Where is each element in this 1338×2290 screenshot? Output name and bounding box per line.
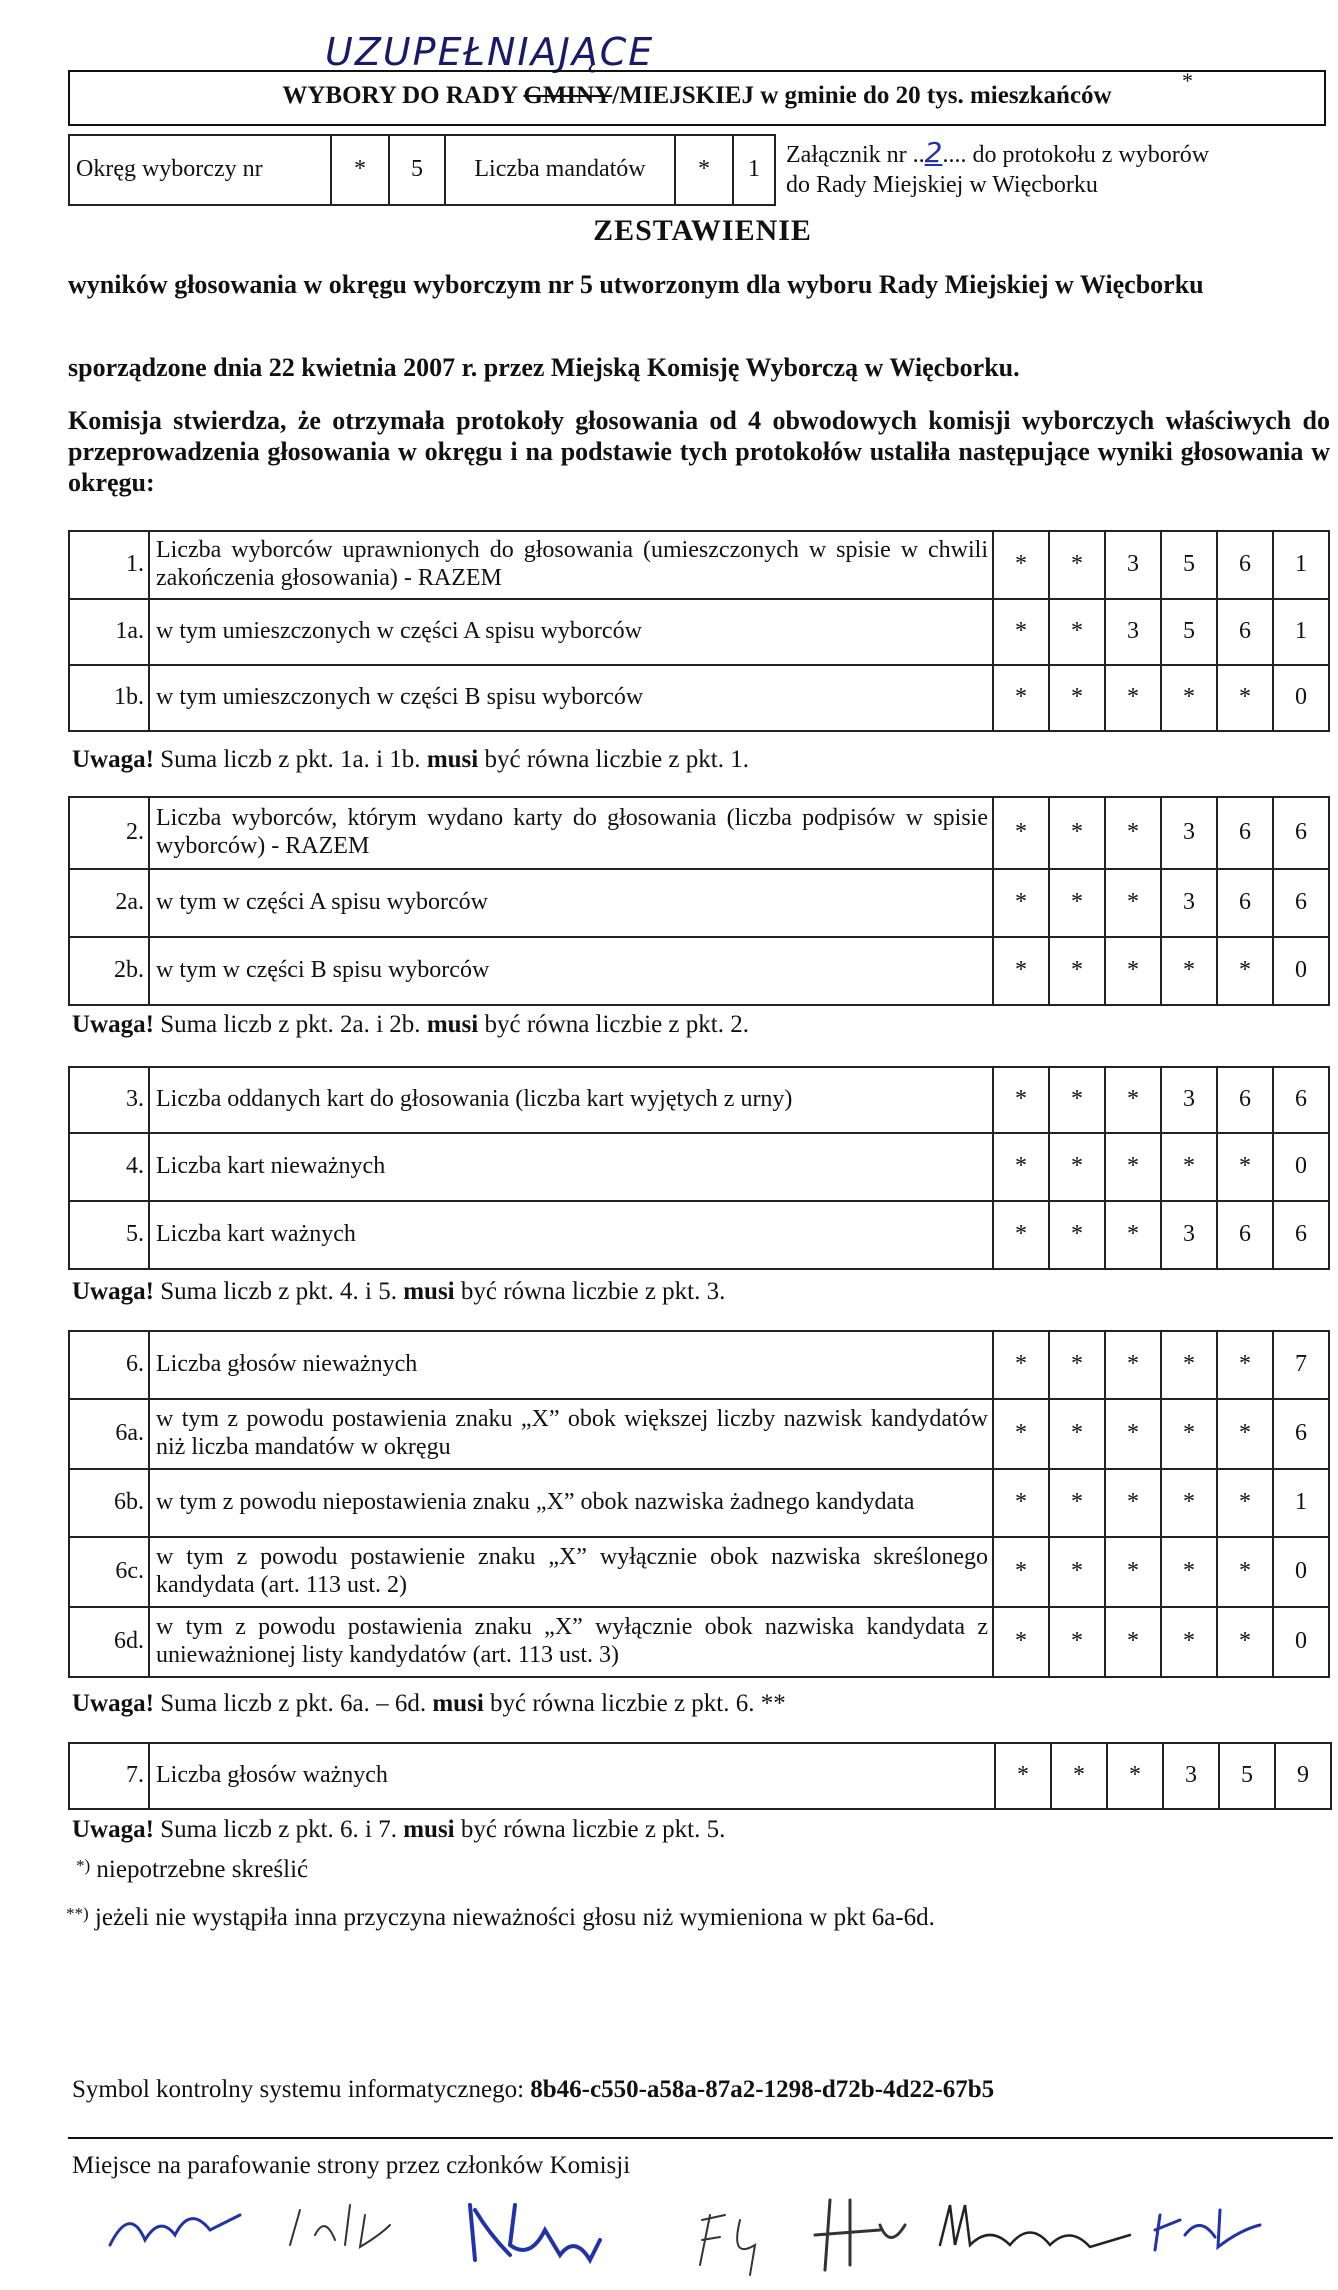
digit-cell: * bbox=[1161, 1133, 1217, 1201]
digit-cell: 6 bbox=[1217, 869, 1273, 937]
row-number: 6d. bbox=[69, 1607, 149, 1677]
digit-cell: * bbox=[1105, 1067, 1161, 1133]
digit-cell: 6 bbox=[1217, 531, 1273, 599]
row-number: 3. bbox=[69, 1067, 149, 1133]
digit-cell: * bbox=[1107, 1743, 1163, 1809]
footnote-2 bbox=[66, 1904, 935, 1932]
row-number: 6. bbox=[69, 1331, 149, 1399]
row-label: w tym umieszczonych w części B spisu wyborców bbox=[149, 665, 993, 731]
digit-cell: 3 bbox=[1161, 1067, 1217, 1133]
digit-cell: 0 bbox=[1273, 1607, 1329, 1677]
digit-cell: 0 bbox=[1273, 937, 1329, 1005]
digit-cell: * bbox=[993, 1607, 1049, 1677]
table-row bbox=[69, 1331, 1329, 1399]
document-title: ZESTAWIENIE bbox=[593, 214, 812, 247]
row-label: w tym umieszczonych w części A spisu wyborców bbox=[149, 599, 993, 665]
note-text: Suma liczb z pkt. 6a. – 6d. bbox=[153, 1690, 433, 1717]
results-table-1 bbox=[68, 530, 1330, 732]
row-number: 6b. bbox=[69, 1469, 149, 1537]
table-row bbox=[69, 869, 1329, 937]
note-bold: musi bbox=[403, 1816, 455, 1843]
digit-cell: * bbox=[1105, 1399, 1161, 1469]
sum-note-2 bbox=[72, 1011, 749, 1039]
digit-cell: * bbox=[1049, 665, 1105, 731]
digit-cell: 3 bbox=[1161, 869, 1217, 937]
digit-cell: * bbox=[1105, 1133, 1161, 1201]
digit-cell: * bbox=[1049, 1399, 1105, 1469]
note-lead: Uwaga! bbox=[72, 1011, 154, 1038]
digit-cell: * bbox=[1105, 797, 1161, 869]
attachment-text-1: Załącznik nr .. bbox=[786, 142, 925, 168]
table-row bbox=[69, 1743, 1331, 1809]
table-row bbox=[69, 1607, 1329, 1677]
row-number: 2b. bbox=[69, 937, 149, 1005]
note-text: Suma liczb z pkt. 6. i 7. bbox=[153, 1816, 404, 1843]
digit-cell: 7 bbox=[1273, 1331, 1329, 1399]
election-title bbox=[68, 82, 1326, 110]
digit-cell: 3 bbox=[1161, 1201, 1217, 1269]
digit-cell: 6 bbox=[1217, 599, 1273, 665]
row-label: w tym z powodu postawienia znaku „X” wyłącznie obok nazwiska kandydata z unieważnionej listy kandydatów (art. 113 ust. 3) bbox=[149, 1607, 993, 1677]
row-label: Liczba oddanych kart do głosowania (liczba kart wyjętych z urny) bbox=[149, 1067, 993, 1133]
note-lead: Uwaga! bbox=[72, 1690, 154, 1717]
digit-cell: * bbox=[993, 665, 1049, 731]
digit-cell: * bbox=[993, 1537, 1049, 1607]
digit-cell: * bbox=[993, 869, 1049, 937]
district-table bbox=[68, 134, 776, 206]
attachment-handwritten-number: 2 bbox=[924, 136, 943, 169]
note-bold: musi bbox=[426, 1011, 479, 1038]
row-label: w tym z powodu postawienie znaku „X” wyłącznie obok nazwiska skreślonego kandydata (art. 113 ust. 2) bbox=[149, 1537, 993, 1607]
note-bold: musi bbox=[432, 1690, 484, 1717]
digit-cell: * bbox=[1105, 1201, 1161, 1269]
attachment-text-2: .... do protokołu z wyborów bbox=[942, 142, 1210, 168]
initials-label: Miejsce na parafowanie strony przez członków Komisji bbox=[72, 2152, 631, 2179]
digit-cell: * bbox=[1161, 1469, 1217, 1537]
results-table-3 bbox=[68, 1066, 1330, 1270]
row-label: Liczba głosów nieważnych bbox=[149, 1331, 993, 1399]
signature-5 bbox=[815, 2200, 905, 2270]
row-number: 2a. bbox=[69, 869, 149, 937]
note-bold: musi bbox=[426, 746, 479, 773]
row-number: 6c. bbox=[69, 1537, 149, 1607]
digit-cell: 9 bbox=[1275, 1743, 1331, 1809]
note-lead: Uwaga! bbox=[72, 1278, 154, 1305]
note-text: Suma liczb z pkt. 4. i 5. bbox=[153, 1278, 404, 1305]
digit-cell: * bbox=[1049, 1469, 1105, 1537]
note-text: być równa liczbie z pkt. 6. ** bbox=[483, 1690, 786, 1717]
digit-cell: * bbox=[993, 1067, 1049, 1133]
digit-cell: 0 bbox=[1273, 665, 1329, 731]
digit-cell: 6 bbox=[1273, 1399, 1329, 1469]
district-star: * bbox=[331, 135, 389, 205]
row-number: 6a. bbox=[69, 1399, 149, 1469]
row-number: 1. bbox=[69, 531, 149, 599]
note-text: być równa liczbie z pkt. 2. bbox=[478, 1011, 749, 1038]
digit-cell: * bbox=[1217, 1133, 1273, 1201]
handwritten-heading: UZUPEŁNIAJĄCE bbox=[325, 30, 655, 74]
row-label: Liczba kart nieważnych bbox=[149, 1133, 993, 1201]
note-text: być równa liczbie z pkt. 3. bbox=[454, 1278, 726, 1305]
digit-cell: * bbox=[993, 599, 1049, 665]
table-row bbox=[69, 1201, 1329, 1269]
digit-cell: * bbox=[993, 1133, 1049, 1201]
table-row bbox=[69, 665, 1329, 731]
digit-cell: 3 bbox=[1163, 1743, 1219, 1809]
digit-cell: * bbox=[1161, 937, 1217, 1005]
footnote-2-mark: **) bbox=[66, 1904, 89, 1923]
digit-cell: 3 bbox=[1161, 797, 1217, 869]
sum-note-5 bbox=[72, 1816, 725, 1844]
election-title-struck: GMINY bbox=[523, 82, 613, 109]
control-symbol bbox=[72, 2076, 994, 2104]
digit-cell: * bbox=[1161, 1399, 1217, 1469]
note-text: być równa liczbie z pkt. 5. bbox=[454, 1816, 726, 1843]
digit-cell: * bbox=[1217, 937, 1273, 1005]
commission-statement: Komisja stwierdza, że otrzymała protokoły głosowania od 4 obwodowych komisji wyborczych właściwych do przeprowadzenia głosowania w okręgu i na podstawie tych protokołów ustaliła następujące wyniki głosowania w okręgu: bbox=[68, 406, 1330, 497]
row-number: 5. bbox=[69, 1201, 149, 1269]
signature-4 bbox=[700, 2215, 755, 2275]
mandates-value: 1 bbox=[733, 135, 775, 205]
signature-6 bbox=[940, 2205, 1130, 2247]
note-bold: musi bbox=[403, 1278, 455, 1305]
digit-cell: * bbox=[1049, 797, 1105, 869]
election-title-prefix: WYBORY DO RADY bbox=[282, 82, 524, 109]
note-text: być równa liczbie z pkt. 1. bbox=[478, 746, 749, 773]
digit-cell: * bbox=[1105, 937, 1161, 1005]
district-label: Okręg wyborczy nr bbox=[69, 135, 331, 205]
row-label: Liczba wyborców, którym wydano karty do głosowania (liczba podpisów w spisie wyborców) - RAZEM bbox=[149, 797, 993, 869]
election-title-suffix: /MIEJSKIEJ w gminie do 20 tys. mieszkańców bbox=[612, 82, 1112, 109]
digit-cell: * bbox=[1051, 1743, 1107, 1809]
row-label: Liczba głosów ważnych bbox=[149, 1743, 995, 1809]
digit-cell: 6 bbox=[1217, 1067, 1273, 1133]
footnote-2-text: jeżeli nie wystąpiła inna przyczyna nieważności głosu niż wymieniona w pkt 6a-6d. bbox=[88, 1904, 935, 1931]
digit-cell: 5 bbox=[1161, 599, 1217, 665]
table-row bbox=[69, 797, 1329, 869]
table-row bbox=[69, 937, 1329, 1005]
digit-cell: * bbox=[1049, 1201, 1105, 1269]
handwritten-initials bbox=[90, 2175, 1290, 2285]
election-title-star: * bbox=[1182, 68, 1193, 93]
row-number: 7. bbox=[69, 1743, 149, 1809]
digit-cell: * bbox=[1217, 1469, 1273, 1537]
digit-cell: 3 bbox=[1105, 531, 1161, 599]
digit-cell: * bbox=[1105, 1607, 1161, 1677]
digit-cell: 6 bbox=[1273, 797, 1329, 869]
note-lead: Uwaga! bbox=[72, 1816, 154, 1843]
district-number: 5 bbox=[389, 135, 445, 205]
subtitle-date: sporządzone dnia 22 kwietnia 2007 r. przez Miejską Komisję Wyborczą w Więcborku. bbox=[68, 353, 1020, 382]
digit-cell: * bbox=[1105, 665, 1161, 731]
row-number: 1a. bbox=[69, 599, 149, 665]
note-text: Suma liczb z pkt. 2a. i 2b. bbox=[153, 1011, 427, 1038]
row-label: w tym w części A spisu wyborców bbox=[149, 869, 993, 937]
digit-cell: * bbox=[993, 1469, 1049, 1537]
subtitle-results: wyników głosowania w okręgu wyborczym nr 5 utworzonym dla wyboru Rady Miejskiej w Więcborku bbox=[68, 270, 1204, 299]
digit-cell: * bbox=[1161, 665, 1217, 731]
digit-cell: * bbox=[995, 1743, 1051, 1809]
digit-cell: * bbox=[1105, 1469, 1161, 1537]
digit-cell: 6 bbox=[1217, 797, 1273, 869]
digit-cell: * bbox=[1161, 1537, 1217, 1607]
mandates-label: Liczba mandatów bbox=[445, 135, 675, 205]
results-table-2 bbox=[68, 796, 1330, 1006]
digit-cell: * bbox=[993, 1201, 1049, 1269]
digit-cell: * bbox=[1049, 531, 1105, 599]
digit-cell: * bbox=[1105, 1537, 1161, 1607]
footnote-1-mark: *) bbox=[76, 1856, 91, 1875]
digit-cell: 6 bbox=[1273, 1201, 1329, 1269]
digit-cell: 5 bbox=[1161, 531, 1217, 599]
table-row bbox=[69, 1469, 1329, 1537]
digit-cell: * bbox=[993, 797, 1049, 869]
attachment-note bbox=[786, 138, 1209, 200]
digit-cell: * bbox=[1049, 937, 1105, 1005]
digit-cell: * bbox=[993, 531, 1049, 599]
note-text: Suma liczb z pkt. 1a. i 1b. bbox=[153, 746, 427, 773]
row-number: 4. bbox=[69, 1133, 149, 1201]
row-label: w tym w części B spisu wyborców bbox=[149, 937, 993, 1005]
control-symbol-label: Symbol kontrolny systemu informatycznego: bbox=[72, 2076, 525, 2103]
digit-cell: * bbox=[1217, 1331, 1273, 1399]
digit-cell: * bbox=[993, 1399, 1049, 1469]
digit-cell: * bbox=[1105, 1331, 1161, 1399]
separator-line bbox=[68, 2137, 1333, 2139]
digit-cell: * bbox=[1217, 1399, 1273, 1469]
digit-cell: 5 bbox=[1219, 1743, 1275, 1809]
signature-3 bbox=[470, 2205, 600, 2260]
mandates-star: * bbox=[675, 135, 733, 205]
signature-1 bbox=[110, 2215, 240, 2245]
footnote-1-text: niepotrzebne skreślić bbox=[90, 1856, 309, 1883]
table-row bbox=[69, 531, 1329, 599]
digit-cell: 1 bbox=[1273, 531, 1329, 599]
digit-cell: * bbox=[1217, 1607, 1273, 1677]
row-label: Liczba kart ważnych bbox=[149, 1201, 993, 1269]
row-number: 2. bbox=[69, 797, 149, 869]
digit-cell: * bbox=[993, 937, 1049, 1005]
digit-cell: 1 bbox=[1273, 599, 1329, 665]
table-row bbox=[69, 1399, 1329, 1469]
control-symbol-value: 8b46-c550-a58a-87a2-1298-d72b-4d22-67b5 bbox=[530, 2076, 995, 2103]
table-row bbox=[69, 1133, 1329, 1201]
table-row bbox=[69, 1067, 1329, 1133]
row-label: Liczba wyborców uprawnionych do głosowania (umieszczonych w spisie w chwili zakończenia głosowania) - RAZEM bbox=[149, 531, 993, 599]
digit-cell: * bbox=[1105, 869, 1161, 937]
digit-cell: * bbox=[1217, 1537, 1273, 1607]
digit-cell: 6 bbox=[1273, 869, 1329, 937]
sum-note-4 bbox=[72, 1690, 786, 1718]
note-lead: Uwaga! bbox=[72, 746, 154, 773]
digit-cell: * bbox=[1049, 869, 1105, 937]
digit-cell: * bbox=[1049, 599, 1105, 665]
row-label: w tym z powodu niepostawienia znaku „X” obok nazwiska żadnego kandydata bbox=[149, 1469, 993, 1537]
digit-cell: 6 bbox=[1217, 1201, 1273, 1269]
table-row bbox=[69, 1537, 1329, 1607]
digit-cell: 1 bbox=[1273, 1469, 1329, 1537]
footnote-1 bbox=[76, 1856, 308, 1884]
digit-cell: 6 bbox=[1273, 1067, 1329, 1133]
sum-note-3 bbox=[72, 1278, 725, 1306]
digit-cell: * bbox=[1049, 1067, 1105, 1133]
table-row bbox=[69, 599, 1329, 665]
signature-2 bbox=[290, 2205, 390, 2247]
attachment-text-3: do Rady Miejskiej w Więcborku bbox=[786, 172, 1098, 198]
digit-cell: * bbox=[1049, 1537, 1105, 1607]
results-table-4 bbox=[68, 1330, 1330, 1678]
digit-cell: * bbox=[993, 1331, 1049, 1399]
digit-cell: 0 bbox=[1273, 1537, 1329, 1607]
digit-cell: * bbox=[1161, 1331, 1217, 1399]
row-number: 1b. bbox=[69, 665, 149, 731]
digit-cell: * bbox=[1049, 1133, 1105, 1201]
digit-cell: * bbox=[1217, 665, 1273, 731]
digit-cell: 3 bbox=[1105, 599, 1161, 665]
sum-note-1 bbox=[72, 746, 749, 774]
signature-7 bbox=[1155, 2210, 1260, 2250]
digit-cell: 0 bbox=[1273, 1133, 1329, 1201]
digit-cell: * bbox=[1161, 1607, 1217, 1677]
digit-cell: * bbox=[1049, 1607, 1105, 1677]
digit-cell: * bbox=[1049, 1331, 1105, 1399]
row-label: w tym z powodu postawienia znaku „X” obok większej liczby nazwisk kandydatów niż liczba mandatów w okręgu bbox=[149, 1399, 993, 1469]
results-table-5 bbox=[68, 1742, 1332, 1810]
